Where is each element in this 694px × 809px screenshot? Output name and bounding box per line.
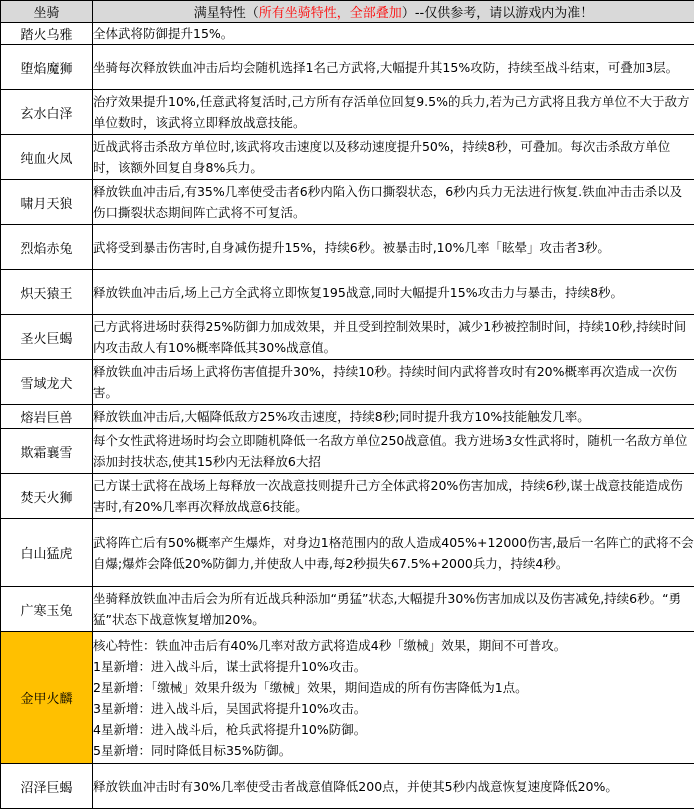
mount-name: 炽天猿王 — [1, 270, 93, 315]
mount-name: 圣火巨蝎 — [1, 315, 93, 360]
mount-name: 欺霜襄雪 — [1, 429, 93, 474]
table-row — [1, 180, 694, 225]
table-row — [1, 360, 694, 405]
mount-trait: 己方武将进场时获得25%防御力加成效果，并且受到控制效果时，减少1秒被控制时间，持续10秒,持续时间内攻击敌人有10%概率降低其30%战意值。 — [93, 315, 694, 360]
mount-name: 广寒玉兔 — [1, 587, 93, 632]
mount-name: 纯血火凤 — [1, 135, 93, 180]
table-row — [1, 90, 694, 135]
trait-star-3: 3星新增：进入战斗后，吴国武将提升10%攻击。 — [93, 698, 694, 719]
mount-name: 堕焰魔狮 — [1, 45, 93, 90]
mount-trait: 释放铁血冲击后,场上己方全武将立即恢复195战意,同时大幅提升15%攻击力与暴击，持续8秒。 — [93, 270, 694, 315]
mount-name: 烈焰赤兔 — [1, 225, 93, 270]
mount-trait-lines — [93, 632, 694, 764]
table-row-highlighted — [1, 632, 694, 764]
mount-trait: 释放铁血冲击后,大幅降低敌方25%攻击速度，持续8秒;同时提升我方10%技能触发几率。 — [93, 405, 694, 429]
trait-star-2: 2星新增：「缴械」效果升级为「缴械」效果，期间造成的所有伤害降低为1点。 — [93, 677, 694, 698]
table-row — [1, 135, 694, 180]
table-row — [1, 405, 694, 429]
mount-trait: 近战武将击杀敌方单位时,该武将攻击速度以及移动速度提升50%，持续8秒，可叠加。每次击杀敌方单位时，该额外回复自身8%兵力。 — [93, 135, 694, 180]
table-row — [1, 23, 694, 45]
trait-star-5: 5星新增：同时降低目标35%防御。 — [93, 740, 694, 761]
table-row — [1, 45, 694, 90]
mount-name: 雪域龙犬 — [1, 360, 93, 405]
header-row — [1, 1, 694, 23]
header-suffix: ）--仅供参考，请以游戏内为准！ — [402, 6, 593, 21]
mount-name: 白山猛虎 — [1, 519, 93, 587]
table-row — [1, 587, 694, 632]
mount-name: 玄水白泽 — [1, 90, 93, 135]
mount-trait: 释放铁血冲击后,有35%几率使受击者6秒内陷入伤口撕裂状态，6秒内兵力无法进行恢复.铁血冲击击杀以及伤口撕裂状态期间阵亡武将不可复活。 — [93, 180, 694, 225]
mount-name: 焚天火狮 — [1, 474, 93, 519]
table-row — [1, 519, 694, 587]
header-traits-column — [93, 1, 694, 23]
mount-name: 金甲火麟 — [1, 632, 93, 764]
table-row — [1, 225, 694, 270]
table-row — [1, 315, 694, 360]
header-red-note: 所有坐骑特性，全部叠加 — [259, 6, 402, 21]
mount-trait: 治疗效果提升10%,任意武将复活时,己方所有存活单位回复9.5%的兵力,若为己方武将且我方单位不大于敌方单位数时，该武将立即释放战意技能。 — [93, 90, 694, 135]
header-prefix: 满星特性（ — [194, 6, 259, 21]
table-row — [1, 429, 694, 474]
mount-trait: 己方谋士武将在战场上每释放一次战意技则提升己方全体武将20%伤害加成，持续6秒,谋士战意技能造成伤害时,有20%几率再次释放战意6技能。 — [93, 474, 694, 519]
mount-trait: 坐骑每次释放铁血冲击后均会随机选择1名己方武将,大幅提升其15%攻防，持续至战斗结束，可叠加3层。 — [93, 45, 694, 90]
trait-star-1: 1星新增：进入战斗后，谋士武将提升10%攻击。 — [93, 656, 694, 677]
mount-name: 啸月天狼 — [1, 180, 93, 225]
mount-trait: 武将受到暴击伤害时,自身减伤提升15%，持续6秒。被暴击时,10%几率「眩晕」攻击者3秒。 — [93, 225, 694, 270]
mount-trait: 坐骑释放铁血冲击后会为所有近战兵种添加“勇猛”状态,大幅提升30%伤害加成以及伤害减免,持续6秒。“勇猛”状态下战意恢复增加20%。 — [93, 587, 694, 632]
table-row — [1, 474, 694, 519]
header-mount-column: 坐骑 — [1, 1, 93, 23]
trait-star-4: 4星新增：进入战斗后，枪兵武将提升10%防御。 — [93, 719, 694, 740]
mount-trait: 每个女性武将进场时均会立即随机降低一名敌方单位250战意值。我方进场3女性武将时，随机一名敌方单位添加封技状态,使其15秒内无法释放6大招 — [93, 429, 694, 474]
mount-name: 沼泽巨蝎 — [1, 764, 93, 809]
mount-trait: 释放铁血冲击时有30%几率使受击者战意值降低200点，并使其5秒内战意恢复速度降低20%。 — [93, 764, 694, 809]
trait-core: 核心特性：铁血冲击后有40%几率对敌方武将造成4秒「缴械」效果，期间不可普攻。 — [93, 635, 694, 656]
table-row — [1, 764, 694, 809]
mount-trait: 全体武将防御提升15%。 — [93, 23, 694, 45]
table-row — [1, 270, 694, 315]
mount-name: 踏火乌雅 — [1, 23, 93, 45]
mount-trait: 武将阵亡后有50%概率产生爆炸，对身边1格范围内的敌人造成405%+12000伤害,最后一名阵亡的武将不会自爆;爆炸会降低20%防御力,并使敌人中毒,每2秒损失67.5%+2000兵力，持续4秒。 — [93, 519, 694, 587]
mount-name: 熔岩巨兽 — [1, 405, 93, 429]
mount-trait: 释放铁血冲击后场上武将伤害值提升30%，持续10秒。持续时间内武将普攻时有20%概率再次造成一次伤害。 — [93, 360, 694, 405]
